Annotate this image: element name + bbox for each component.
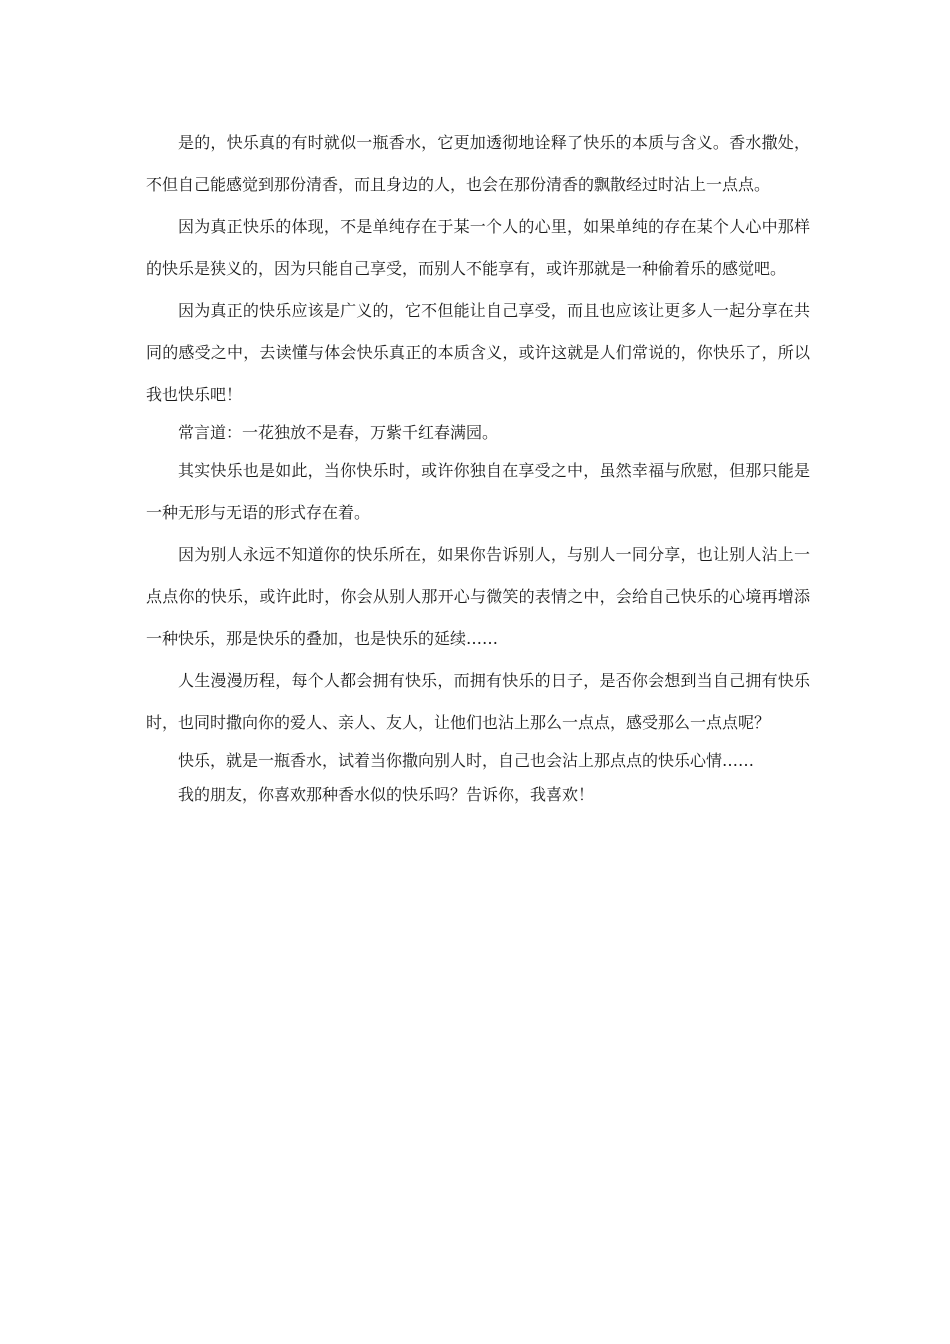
paragraph-8: 快乐，就是一瓶香水，试着当你撒向别人时，自己也会沾上那点点的快乐心情…… [178,751,755,770]
paragraph-3: 因为真正的快乐应该是广义的，它不但能让自己享受，而且也应该让更多人一起分享在共同的感受之中，去读懂与体会快乐真正的本质含义，或许这就是人们常说的，你快乐了，所以我也快乐吧！ [146,301,810,404]
paragraph-6: 因为别人永远不知道你的快乐所在，如果你告诉别人，与别人一同分享，也让别人沾上一点点你的快乐，或许此时，你会从别人那开心与微笑的表情之中，会给自己快乐的心境再增添一种快乐，那是快乐的叠加，也是快乐的延续…… [146,545,810,648]
document-body [146,122,810,812]
paragraph-1: 是的，快乐真的有时就似一瓶香水，它更加透彻地诠释了快乐的本质与含义。香水撒处，不但自己能感觉到那份清香，而且身边的人，也会在那份清香的飘散经过时沾上一点点。 [146,133,810,194]
paragraph-7: 人生漫漫历程，每个人都会拥有快乐，而拥有快乐的日子，是否你会想到当自己拥有快乐时，也同时撒向你的爱人、亲人、友人，让他们也沾上那么一点点，感受那么一点点呢？ [146,671,810,732]
paragraph-5: 其实快乐也是如此，当你快乐时，或许你独自在享受之中，虽然幸福与欣慰，但那只能是一种无形与无语的形式存在着。 [146,461,810,522]
paragraph-2: 因为真正快乐的体现，不是单纯存在于某一个人的心里，如果单纯的存在某个人心中那样的快乐是狭义的，因为只能自己享受，而别人不能享有，或许那就是一种偷着乐的感觉吧。 [146,217,810,278]
paragraph-9: 我的朋友，你喜欢那种香水似的快乐吗？告诉你，我喜欢！ [178,785,595,804]
paragraph-4: 常言道：一花独放不是春，万紫千红春满园。 [178,423,499,442]
